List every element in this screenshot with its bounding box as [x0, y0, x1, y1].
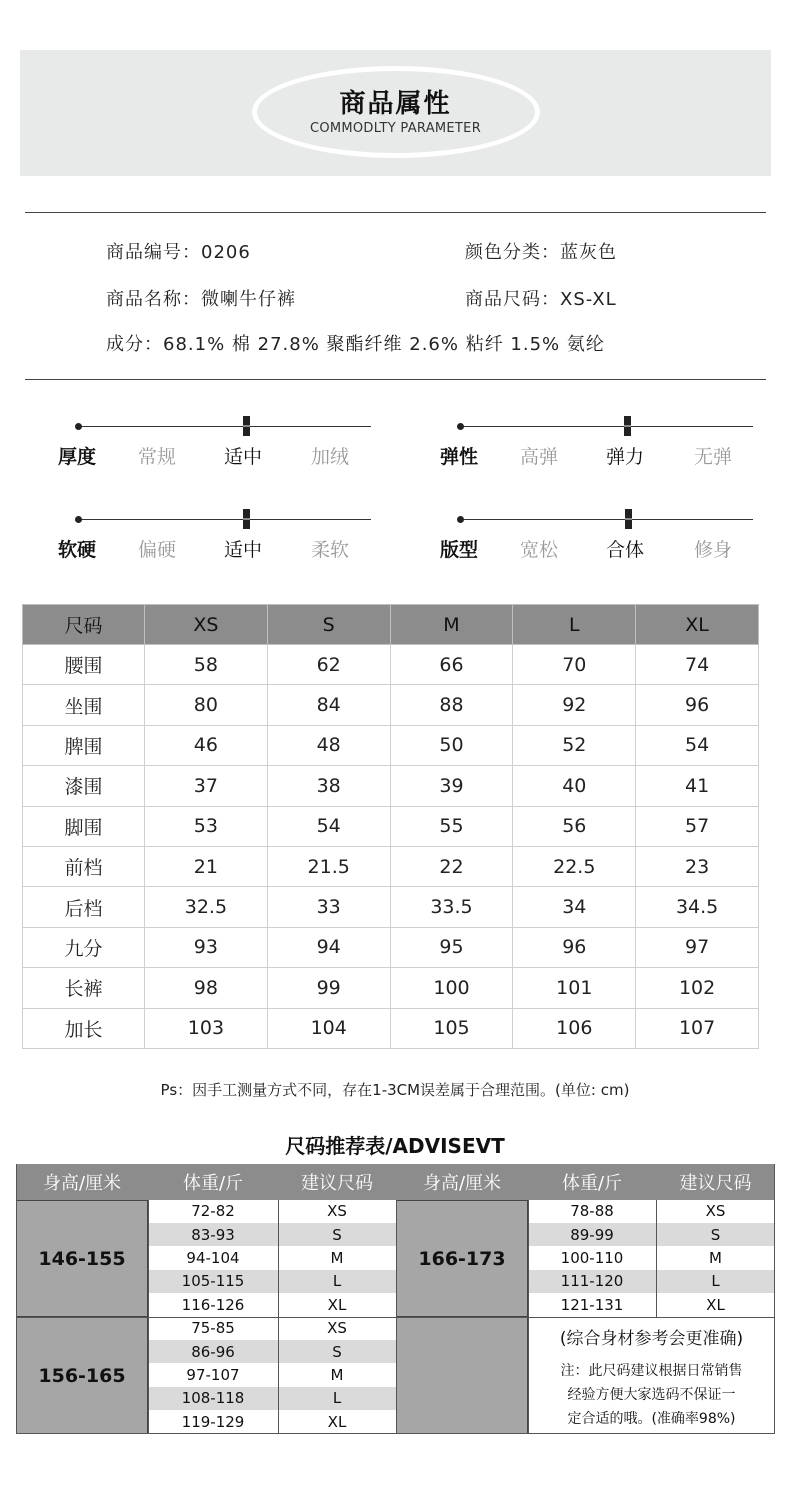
- table-cell: 22.5: [513, 846, 636, 886]
- header-cell: 建议尺码: [656, 1164, 775, 1200]
- table-cell: 74: [636, 645, 759, 685]
- size-cell: XS: [656, 1200, 775, 1223]
- size-cell: M: [278, 1364, 396, 1387]
- height-group: 146-155: [16, 1200, 148, 1317]
- scale-track: [460, 426, 753, 427]
- recommend-note-line: 注：此尺码建议根据日常销售: [560, 1363, 743, 1379]
- table-cell: 漆围: [23, 766, 145, 806]
- size-cell: XS: [278, 1317, 396, 1340]
- table-cell: 40: [513, 766, 636, 806]
- table-cell: 34.5: [636, 887, 759, 927]
- header-banner: [20, 50, 771, 176]
- size-cell: M: [656, 1247, 775, 1270]
- size-cell: L: [278, 1270, 396, 1293]
- size-table: [22, 604, 759, 1049]
- table-cell: 95: [390, 927, 513, 967]
- table-cell: 96: [513, 927, 636, 967]
- table-cell: 54: [636, 725, 759, 765]
- table-cell: 脚围: [23, 806, 145, 846]
- grid-line: [16, 1433, 775, 1434]
- table-row: [23, 1008, 759, 1048]
- table-cell: 加长: [23, 1008, 145, 1048]
- table-cell: 103: [145, 1008, 268, 1048]
- scale-option-selected: 适中: [224, 446, 263, 468]
- header-cell: S: [267, 605, 390, 645]
- grid-line: [774, 1164, 775, 1434]
- grid-line: [16, 1164, 17, 1434]
- table-cell: 57: [636, 806, 759, 846]
- table-cell: 102: [636, 968, 759, 1008]
- recommend-note-line: 定合适的哦。(准确率98%): [567, 1411, 736, 1427]
- table-cell: 66: [390, 645, 513, 685]
- weight-cell: 100-110: [528, 1247, 656, 1270]
- measurement-note: Ps：因手工测量方式不同，存在1-3CM误差属于合理范围。(单位: cm): [160, 1081, 630, 1099]
- table-row: [23, 887, 759, 927]
- scale-track: [78, 426, 371, 427]
- table-cell: 99: [267, 968, 390, 1008]
- table-cell: 54: [267, 806, 390, 846]
- product-size-range: 商品尺码：XS-XL: [465, 289, 617, 310]
- table-cell: 56: [513, 806, 636, 846]
- recommend-title: 尺码推荐表/ADVISEVT: [285, 1134, 505, 1158]
- table-cell: 93: [145, 927, 268, 967]
- table-cell: 70: [513, 645, 636, 685]
- divider: [25, 212, 766, 213]
- scale-option: 高弹: [520, 446, 559, 468]
- weight-cell: 94-104: [148, 1247, 278, 1270]
- table-cell: 33: [267, 887, 390, 927]
- weight-cell: 86-96: [148, 1340, 278, 1363]
- scale-marker: [243, 416, 250, 436]
- table-cell: 62: [267, 645, 390, 685]
- scale-option: 加绒: [311, 446, 350, 468]
- size-cell: XL: [278, 1294, 396, 1317]
- size-table-header-row: [23, 605, 759, 645]
- scale-thickness: [58, 412, 371, 482]
- scale-fit: [440, 505, 753, 575]
- table-cell: 53: [145, 806, 268, 846]
- table-cell: 33.5: [390, 887, 513, 927]
- scale-marker: [624, 416, 631, 436]
- scale-option: 无弹: [694, 446, 733, 468]
- table-row: [23, 725, 759, 765]
- scale-option: 修身: [694, 539, 733, 561]
- table-cell: 52: [513, 725, 636, 765]
- scale-marker: [625, 509, 632, 529]
- table-cell: 80: [145, 685, 268, 725]
- table-cell: 106: [513, 1008, 636, 1048]
- empty-group-cell: [396, 1317, 528, 1434]
- table-row: [23, 846, 759, 886]
- height-group: 156-165: [16, 1317, 148, 1434]
- scale-track: [78, 519, 371, 520]
- size-cell: XS: [278, 1200, 396, 1223]
- table-cell: 前档: [23, 846, 145, 886]
- header-cell: XS: [145, 605, 268, 645]
- header-cell: 体重/斤: [148, 1164, 278, 1200]
- weight-cell: 75-85: [148, 1317, 278, 1340]
- scale-track: [460, 519, 753, 520]
- table-cell: 41: [636, 766, 759, 806]
- table-row: [23, 685, 759, 725]
- table-row: [23, 806, 759, 846]
- table-cell: 97: [636, 927, 759, 967]
- recommend-table: [16, 1164, 775, 1434]
- table-cell: 腰围: [23, 645, 145, 685]
- table-cell: 105: [390, 1008, 513, 1048]
- weight-cell: 78-88: [528, 1200, 656, 1223]
- table-cell: 32.5: [145, 887, 268, 927]
- scale-start-dot: [457, 516, 464, 523]
- height-group: 166-173: [396, 1200, 528, 1317]
- table-cell: 50: [390, 725, 513, 765]
- divider: [25, 379, 766, 380]
- header-cell: 建议尺码: [278, 1164, 396, 1200]
- weight-cell: 105-115: [148, 1270, 278, 1293]
- scale-option: 宽松: [520, 539, 559, 561]
- table-cell: 38: [267, 766, 390, 806]
- size-cell: XL: [278, 1411, 396, 1434]
- scale-name: 弹性: [440, 446, 479, 468]
- table-cell: 48: [267, 725, 390, 765]
- recommend-note-line: 经验方便大家选码不保证一: [567, 1387, 736, 1403]
- header-cell: 体重/斤: [528, 1164, 656, 1200]
- product-material: 成分：68.1% 棉 27.8% 聚酯纤维 2.6% 粘纤 1.5% 氨纶: [106, 334, 605, 355]
- header-cell: 身高/厘米: [396, 1164, 528, 1200]
- header-cell: L: [513, 605, 636, 645]
- table-cell: 100: [390, 968, 513, 1008]
- table-cell: 坐围: [23, 685, 145, 725]
- scale-option: 偏硬: [138, 539, 177, 561]
- scale-option: 柔软: [311, 539, 350, 561]
- header-cell: M: [390, 605, 513, 645]
- weight-cell: 83-93: [148, 1223, 278, 1246]
- weight-cell: 111-120: [528, 1270, 656, 1293]
- table-cell: 后档: [23, 887, 145, 927]
- weight-cell: 72-82: [148, 1200, 278, 1223]
- table-cell: 34: [513, 887, 636, 927]
- scale-option-selected: 适中: [224, 539, 263, 561]
- table-cell: 98: [145, 968, 268, 1008]
- page-title: 商品属性: [339, 89, 452, 119]
- weight-cell: 97-107: [148, 1364, 278, 1387]
- table-cell: 88: [390, 685, 513, 725]
- table-cell: 92: [513, 685, 636, 725]
- scale-name: 版型: [440, 539, 479, 561]
- weight-cell: 89-99: [528, 1223, 656, 1246]
- page-subtitle: COMMODLTY PARAMETER: [309, 121, 482, 136]
- scale-marker: [243, 509, 250, 529]
- table-cell: 22: [390, 846, 513, 886]
- size-cell: S: [278, 1223, 396, 1246]
- table-row: [23, 645, 759, 685]
- scale-start-dot: [457, 423, 464, 430]
- scale-start-dot: [75, 516, 82, 523]
- grid-line: [16, 1317, 775, 1318]
- table-cell: 21.5: [267, 846, 390, 886]
- size-cell: L: [278, 1387, 396, 1410]
- size-cell: L: [656, 1270, 775, 1293]
- size-cell: M: [278, 1247, 396, 1270]
- table-row: [23, 968, 759, 1008]
- table-row: [23, 766, 759, 806]
- table-cell: 39: [390, 766, 513, 806]
- table-cell: 104: [267, 1008, 390, 1048]
- product-code: 商品编号：0206: [106, 242, 251, 263]
- product-color: 颜色分类：蓝灰色: [465, 242, 617, 263]
- table-cell: 94: [267, 927, 390, 967]
- scale-option-selected: 弹力: [606, 446, 645, 468]
- recommend-note-title: (综合身材参考会更准确): [559, 1329, 744, 1349]
- grid-line: [656, 1200, 657, 1317]
- table-cell: 55: [390, 806, 513, 846]
- table-cell: 23: [636, 846, 759, 886]
- scale-option: 常规: [138, 446, 177, 468]
- scale-start-dot: [75, 423, 82, 430]
- size-cell: S: [278, 1340, 396, 1363]
- table-cell: 九分: [23, 927, 145, 967]
- scale-name: 软硬: [58, 539, 97, 561]
- size-cell: XL: [656, 1294, 775, 1317]
- weight-cell: 121-131: [528, 1294, 656, 1317]
- table-cell: 58: [145, 645, 268, 685]
- table-cell: 46: [145, 725, 268, 765]
- weight-cell: 119-129: [148, 1411, 278, 1434]
- weight-cell: 116-126: [148, 1294, 278, 1317]
- table-cell: 107: [636, 1008, 759, 1048]
- header-cell: XL: [636, 605, 759, 645]
- weight-cell: 108-118: [148, 1387, 278, 1410]
- table-cell: 21: [145, 846, 268, 886]
- product-name: 商品名称：微喇牛仔裤: [106, 289, 296, 310]
- table-cell: 长裤: [23, 968, 145, 1008]
- scale-option-selected: 合体: [606, 539, 645, 561]
- table-cell: 84: [267, 685, 390, 725]
- scale-softness: [58, 505, 371, 575]
- table-cell: 37: [145, 766, 268, 806]
- header-cell: 尺码: [23, 605, 145, 645]
- table-row: [23, 927, 759, 967]
- scale-name: 厚度: [58, 446, 97, 468]
- header-cell: 身高/厘米: [16, 1164, 148, 1200]
- size-cell: S: [656, 1223, 775, 1246]
- table-cell: 96: [636, 685, 759, 725]
- table-cell: 脾围: [23, 725, 145, 765]
- scale-elasticity: [440, 412, 753, 482]
- table-cell: 101: [513, 968, 636, 1008]
